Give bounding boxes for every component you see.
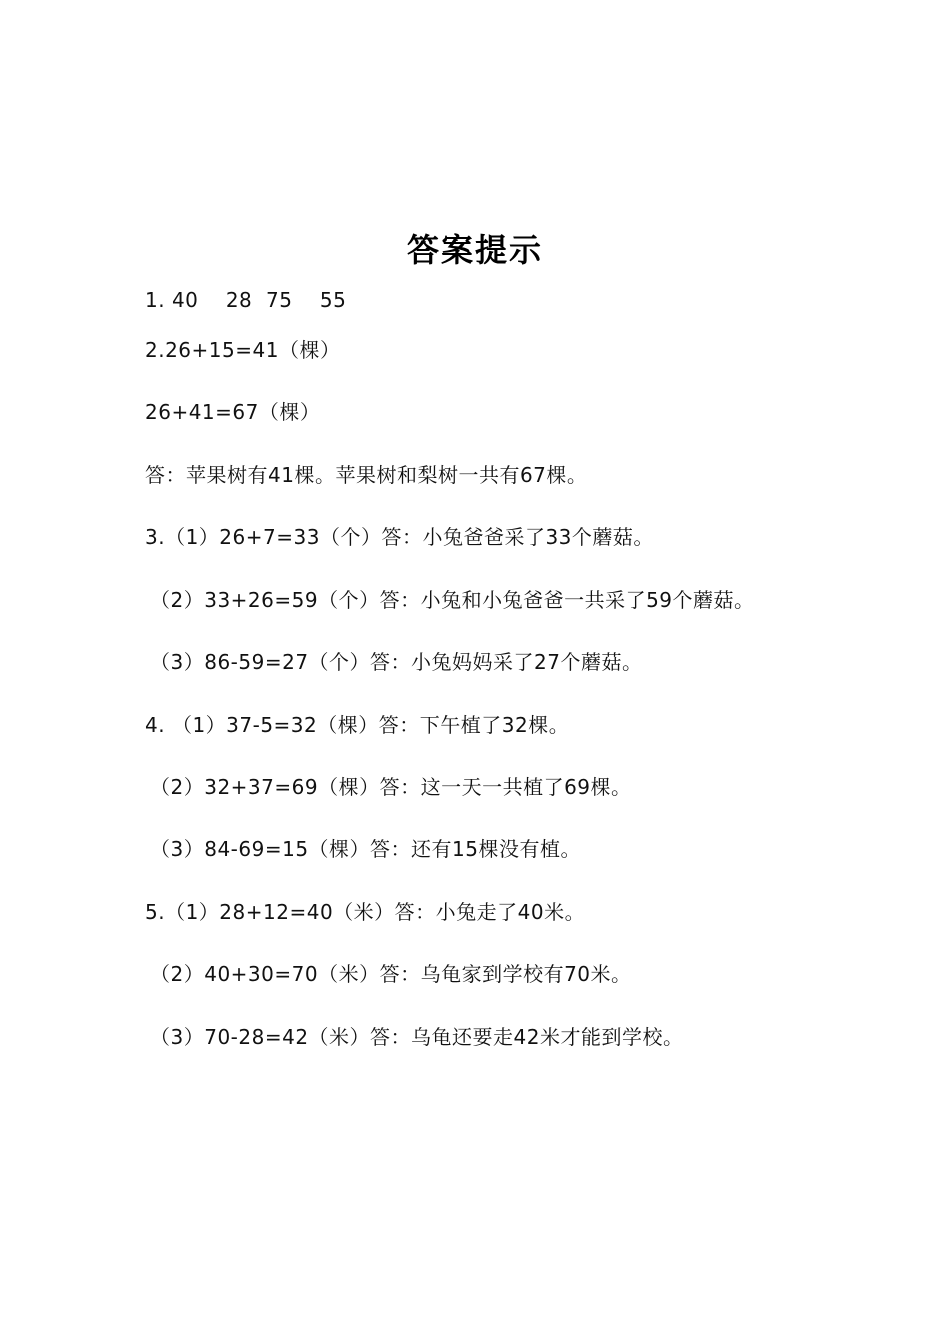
answer-line-1: 1. 40 28 75 55 — [145, 288, 347, 312]
page-title: 答案提示 — [406, 231, 543, 269]
answer-line-4-1: 4. （1）37-5=32（棵）答：下午植了32棵。 — [145, 713, 570, 737]
answer-line-4-3: （3）84-69=15（棵）答：还有15棵没有植。 — [150, 837, 581, 861]
answer-line-4-2: （2）32+37=69（棵）答：这一天一共植了69棵。 — [150, 775, 632, 799]
answer-line-3-3: （3）86-59=27（个）答：小兔妈妈采了27个蘑菇。 — [150, 650, 643, 674]
answer-line-2-answer: 答：苹果树有41棵。苹果树和梨树一共有67棵。 — [145, 463, 588, 487]
answer-line-3-2: （2）33+26=59（个）答：小兔和小兔爸爸一共采了59个蘑菇。 — [150, 588, 755, 612]
answer-line-2-step: 26+41=67（棵） — [145, 400, 321, 424]
answer-line-2: 2.26+15=41（棵） — [145, 338, 341, 362]
answer-line-5-3: （3）70-28=42（米）答：乌龟还要走42米才能到学校。 — [150, 1025, 684, 1049]
answer-line-5-2: （2）40+30=70（米）答：乌龟家到学校有70米。 — [150, 962, 632, 986]
answer-line-3-1: 3.（1）26+7=33（个）答：小兔爸爸采了33个蘑菇。 — [145, 525, 654, 549]
answer-line-5-1: 5.（1）28+12=40（米）答：小兔走了40米。 — [145, 900, 586, 924]
